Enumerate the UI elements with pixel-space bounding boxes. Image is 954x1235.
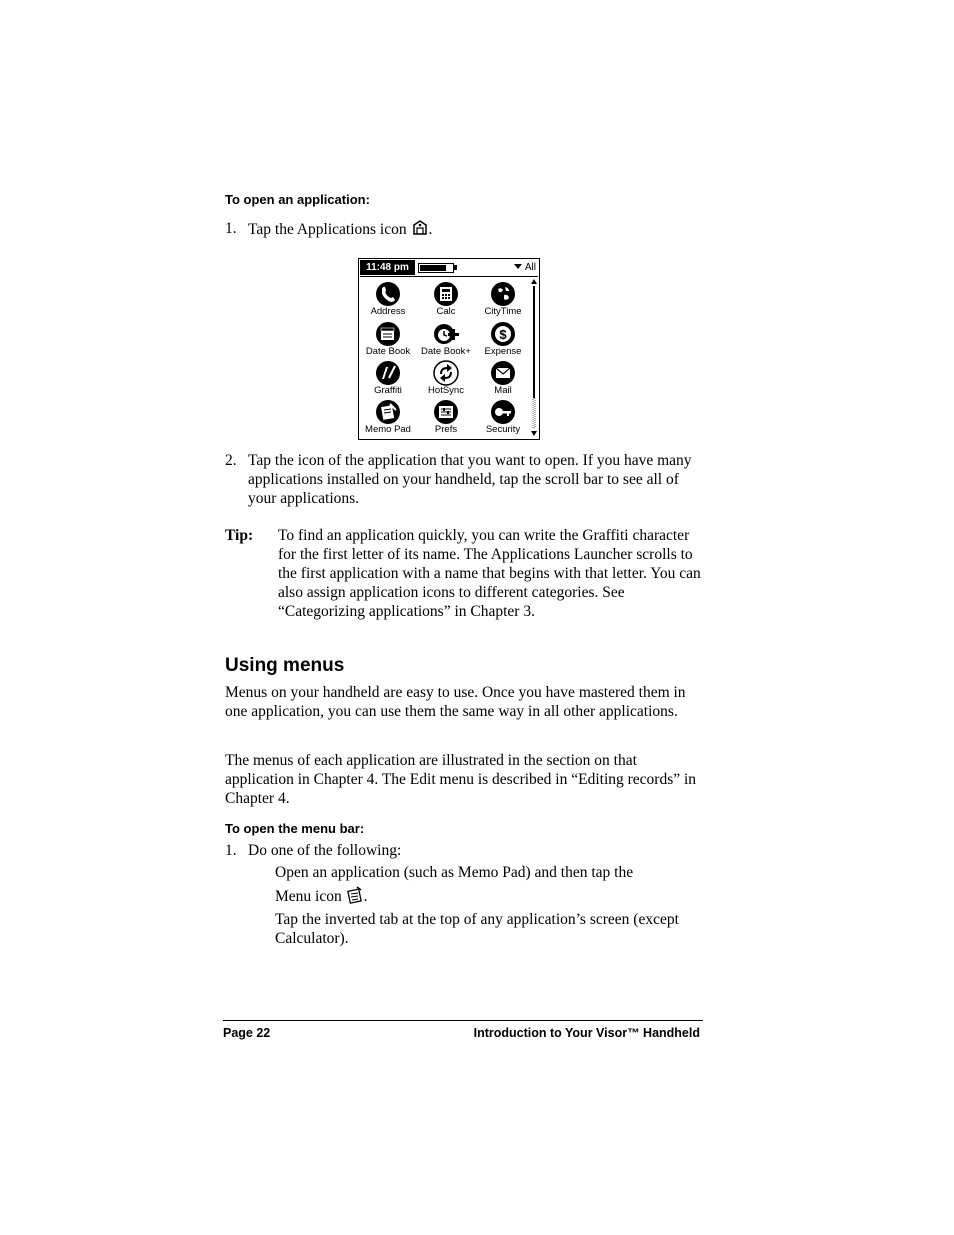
- pen-icon: [375, 360, 401, 386]
- step-text: [248, 219, 432, 239]
- calendar-plus-icon: [433, 321, 459, 347]
- app-label: CityTime: [484, 306, 522, 317]
- step-number: 1.: [225, 842, 237, 859]
- step-number: 1.: [225, 220, 237, 237]
- step-1-text: Tap the Applications icon: [248, 221, 407, 238]
- tip-label: Tip:: [225, 527, 254, 544]
- app-citytime[interactable]: [474, 279, 532, 319]
- battery-fill: [420, 265, 446, 271]
- memo-icon: [375, 399, 401, 425]
- footer-page-number: Page 22: [223, 1026, 271, 1040]
- phone-icon: [375, 281, 401, 307]
- globe-icon: [490, 281, 516, 307]
- svg-text:$: $: [499, 327, 507, 342]
- option-1-line-1: Open an application (such as Memo Pad) and then tap the: [275, 864, 634, 881]
- subhead-open-menu-bar: To open the menu bar:: [225, 821, 365, 836]
- clock[interactable]: 11:48 pm: [360, 260, 415, 275]
- app-label: Graffiti: [374, 385, 402, 396]
- triangle-down-icon: [514, 264, 522, 269]
- app-label: Expense: [484, 346, 522, 357]
- app-prefs[interactable]: [417, 397, 475, 437]
- footer-rule: [223, 1020, 703, 1021]
- prefs-icon: [433, 399, 459, 425]
- app-label: Security: [485, 424, 521, 435]
- heading-using-menus: Using menus: [225, 655, 345, 676]
- battery-tip: [454, 265, 457, 270]
- sync-icon: [433, 360, 459, 386]
- app-date-book[interactable]: [359, 319, 417, 359]
- subhead-open-application: To open an application:: [225, 192, 370, 207]
- calculator-icon: [433, 281, 459, 307]
- app-security[interactable]: [474, 397, 532, 437]
- launcher-titlebar: [360, 260, 538, 275]
- step-number: 2.: [225, 452, 237, 469]
- option-2: Tap the inverted tab at the top of any application’s screen (except Calculator).: [275, 911, 679, 947]
- app-label: Memo Pad: [365, 424, 411, 435]
- step-2-text: Tap the icon of the application that you want to open. If you have many applications installed on your handheld, tap the scroll bar to see all of your applications.: [248, 452, 692, 507]
- app-label: Address: [370, 306, 406, 317]
- app-expense[interactable]: [474, 319, 532, 359]
- menu-icon: [346, 886, 364, 904]
- category-picker[interactable]: [514, 260, 536, 275]
- battery-gauge: [418, 263, 454, 273]
- menu-step-1-text: Do one of the following:: [248, 842, 402, 859]
- paragraph-1: Menus on your handheld are easy to use. Once you have mastered them in one application, you can use them the same way in all other applications.: [225, 684, 686, 720]
- titlebar-underline: [360, 276, 538, 277]
- dollar-icon: [490, 321, 516, 347]
- option-1-end: .: [363, 888, 368, 905]
- app-mail[interactable]: [474, 358, 532, 398]
- app-label: Calc: [436, 306, 456, 317]
- app-memo-pad[interactable]: [359, 397, 417, 437]
- applications-icon: [411, 219, 429, 237]
- app-label: HotSync: [428, 385, 464, 396]
- option-1-line-2: [275, 886, 705, 906]
- app-hotsync[interactable]: [417, 358, 475, 398]
- step-1-end: .: [428, 221, 433, 238]
- key-icon: [490, 399, 516, 425]
- scrollbar[interactable]: [531, 279, 537, 439]
- envelope-icon: [490, 360, 516, 386]
- footer-title: Introduction to Your Visor™ Handheld: [473, 1026, 700, 1040]
- app-label: Date Book: [365, 346, 411, 357]
- app-label: Date Book+: [421, 346, 471, 357]
- tip-text: To find an application quickly, you can write the Graffiti character for the first letter of its name. The Applications Launcher scrolls to the first application with a name that begins with that letter. You can also assign application icons to different categories. See “Categorizing applications” in Chapter 3.: [278, 527, 701, 620]
- app-date-book[interactable]: [417, 319, 475, 359]
- app-label: Mail: [494, 385, 512, 396]
- app-label: Prefs: [434, 424, 458, 435]
- launcher-screenshot: [358, 258, 540, 440]
- category-label: All: [524, 262, 536, 273]
- app-calc[interactable]: [417, 279, 475, 319]
- app-graffiti[interactable]: [359, 358, 417, 398]
- paragraph-2: The menus of each application are illustrated in the section on that application in Chapter 4. The Edit menu is described in “Editing records” in Chapter 4.: [225, 752, 697, 807]
- app-address[interactable]: [359, 279, 417, 319]
- calendar-icon: [375, 321, 401, 347]
- option-1-menu-text: Menu icon: [275, 888, 342, 905]
